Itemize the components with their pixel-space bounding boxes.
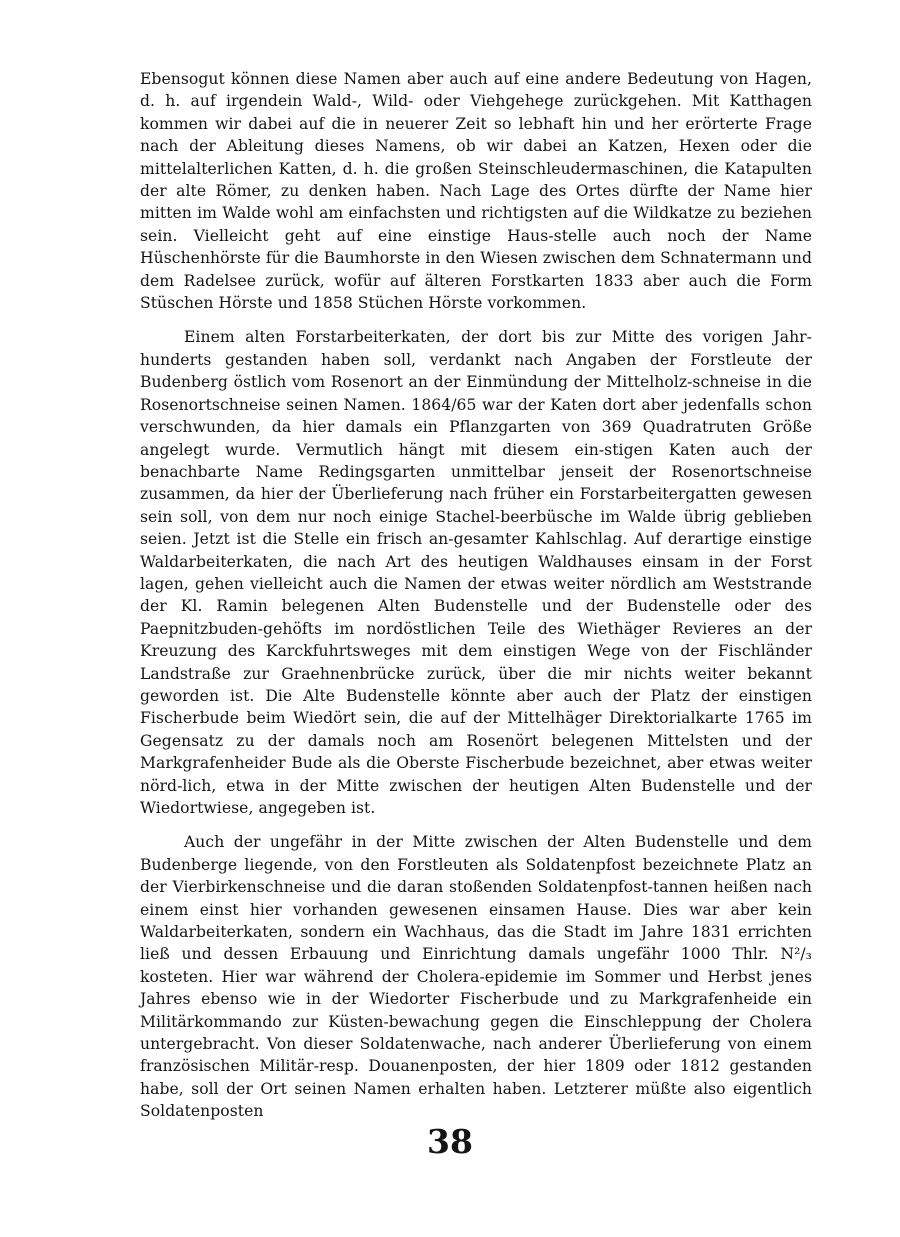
paragraph-2: Einem alten Forstarbeiterkaten, der dort bis zur Mitte des vorigen Jahr-hunderts gestanden haben soll, verdankt nach Angaben der Forstleute der Budenberg östlich vom Rosenort an der Einmündung der Mittelholz-schneise in die Rosenortschneise seinen Namen. 1864/65 war der Katen dort aber jedenfalls schon verschwunden, da hier damals ein Pflanzgarten von 369 Quadratruten Größe angelegt wurde. Vermutlich hängt mit diesem ein-stigen Katen auch der benachbarte Name Redingsgarten unmittelbar jenseit der Rosenortschneise zusammen, da hier der Überlieferung nach früher ein Forstarbeitergatten gewesen sein soll, von dem nur noch einige Stachel-beerbüsche im Walde übrig geblieben seien. Jetzt ist die Stelle ein frisch an-gesamter Kahlschlag. Auf derartige einstige Waldarbeiterkaten, die nach Art des heutigen Waldhauses einsam in der Forst lagen, gehen vielleicht auch die Namen der etwas weiter nördlich am Weststrande der Kl. Ramin belegenen Alten Budenstelle und der Budenstelle oder des Paepnitzbuden-gehöfts im nordöstlichen Teile des Wiethäger Revieres an der Kreuzung des Karckfuhrtsweges mit dem einstigen Wege von der Fischländer Landstraße zur Graehnenbrücke zurück, über die mir nichts weiter bekannt geworden ist. Die Alte Budenstelle könnte aber auch der Platz der einstigen Fischerbude beim Wiedört sein, die auf der Mittelhäger Direktorialkarte 1765 im Gegensatz zu der damals noch am Rosenört belegenen Mittelsten und der Markgrafenheider Bude als die Oberste Fischerbude bezeichnet, aber etwas weiter nörd-lich, etwa in der Mitte zwischen der heutigen Alten Budenstelle und der Wiedortwiese, angegeben ist. — [140, 328, 812, 817]
page-number: 38 — [427, 1122, 473, 1161]
paragraph-1: Ebensogut können diese Namen aber auch auf eine andere Bedeutung von Hagen, d. h. auf irgendein Wald-, Wild- oder Viehgehege zurückgehen. Mit Katthagen kommen wir dabei auf die in neuerer Zeit so lebhaft hin und her erörterte Frage nach der Ableitung dieses Namens, ob wir dabei an Katzen, Hexen oder die mittelalterlichen Katten, d. h. die großen Steinschleudermaschinen, die Katapulten der alte Römer, zu denken haben. Nach Lage des Ortes dürfte der Name hier mitten im Walde wohl am einfachsten und richtigsten auf die Wildkatze zu beziehen sein. Vielleicht geht auf eine einstige Haus-stelle auch noch der Name Hüschenhörste für die Baumhorste in den Wiesen zwischen dem Schnatermann und dem Radelsee zurück, wofür auf älteren Forstkarten 1833 aber auch die Form Stüschen Hörste und 1858 Stüchen Hörste vorkommen. — [140, 70, 812, 313]
document-page — [140, 68, 812, 1123]
paragraph-3: Auch der ungefähr in der Mitte zwischen der Alten Budenstelle und dem Budenberge liegende, von den Forstleuten als Soldatenpfost bezeichnete Platz an der Vierbirkenschneise und die daran stoßenden Soldatenpfost-tannen heißen nach einem einst hier vorhanden gewesenen einsamen Hause. Dies war aber kein Waldarbeiterkaten, sondern ein Wachhaus, das die Stadt im Jahre 1831 errichten ließ und dessen Erbauung und Einrichtung damals ungefähr 1000 Thlr. N²/₃ kosteten. Hier war während der Cholera-epidemie im Sommer und Herbst jenes Jahres ebenso wie in der Wiedorter Fischerbude und zu Markgrafenheide ein Militärkommando zur Küsten-bewachung gegen die Einschleppung der Cholera untergebracht. Von dieser Soldatenwache, nach anderer Überlieferung von einem französischen Militär-resp. Douanenposten, der hier 1809 oder 1812 gestanden habe, soll der Ort seinen Namen erhalten haben. Letzterer müßte also eigentlich Soldatenposten — [140, 833, 812, 1121]
